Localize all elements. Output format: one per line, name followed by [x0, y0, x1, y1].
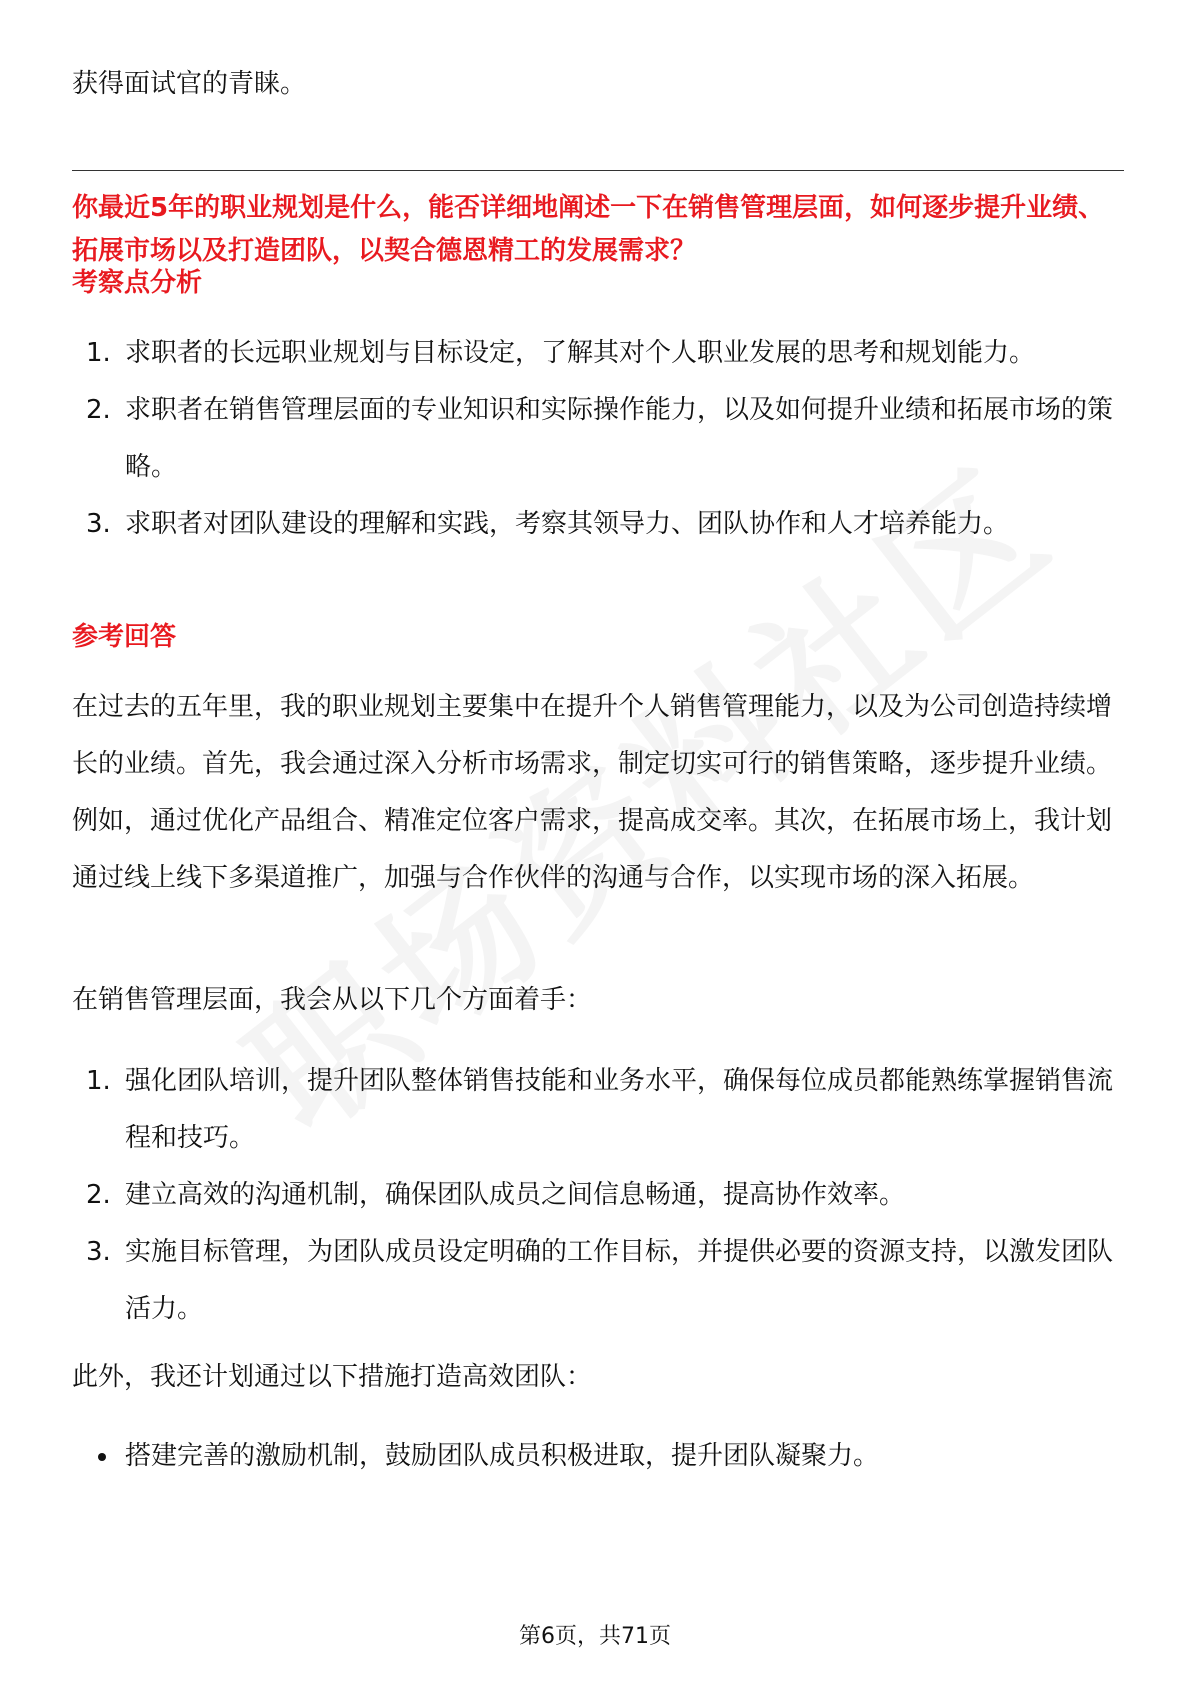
list-item [72, 496, 1122, 553]
analysis-heading: 考察点分析 [72, 268, 203, 298]
list-item [72, 1428, 1122, 1485]
list-item-text: 强化团队培训，提升团队整体销售技能和业务水平，确保每位成员都能熟练掌握销售流程和技巧。 [125, 1066, 1114, 1153]
answer-paragraph-2: 在销售管理层面，我会从以下几个方面着手： [72, 985, 593, 1015]
list-item-text: 实施目标管理，为团队成员设定明确的工作目标，并提供必要的资源支持，以激发团队活力。 [125, 1237, 1114, 1324]
list-item-number: 1. [86, 1066, 111, 1096]
list-item [72, 1167, 1122, 1224]
list-item-text: 搭建完善的激励机制，鼓励团队成员积极进取，提升团队凝聚力。 [125, 1441, 880, 1471]
list-item-number: 1. [86, 338, 111, 368]
list-item-text: 求职者对团队建设的理解和实践，考察其领导力、团队协作和人才培养能力。 [125, 509, 1010, 539]
answer-heading: 参考回答 [72, 622, 177, 652]
answer-paragraph-3: 此外，我还计划通过以下措施打造高效团队： [72, 1362, 593, 1392]
page-footer: 第6页，共71页 [519, 1624, 671, 1649]
list-item-number: 3. [86, 509, 111, 539]
list-item-number: 2. [86, 1180, 111, 1210]
team-bullet-list [72, 1428, 1122, 1485]
bullet-icon [98, 1453, 106, 1461]
intro-tail-paragraph: 获得面试官的青睐。 [72, 69, 307, 99]
list-item-text: 建立高效的沟通机制，确保团队成员之间信息畅通，提高协作效率。 [125, 1180, 906, 1210]
question-heading: 你最近5年的职业规划是什么，能否详细地阐述一下在销售管理层面，如何逐步提升业绩、拓展市场以及打造团队，以契合德恩精工的发展需求？ [72, 193, 1105, 266]
list-item [72, 325, 1122, 382]
list-item-text: 求职者的长远职业规划与目标设定，了解其对个人职业发展的思考和规划能力。 [125, 338, 1036, 368]
list-item-number: 2. [86, 395, 111, 425]
list-item [72, 1224, 1122, 1338]
section-divider [72, 170, 1124, 171]
answer-paragraph-1: 在过去的五年里，我的职业规划主要集中在提升个人销售管理能力，以及为公司创造持续增长的业绩。首先，我会通过深入分析市场需求，制定切实可行的销售策略，逐步提升业绩。例如，通过优化产品组合、精准定位客户需求，提高成交率。其次，在拓展市场上，我计划通过线上线下多渠道推广，加强与合作伙伴的沟通与合作，以实现市场的深入拓展。 [72, 692, 1113, 893]
list-item-number: 3. [86, 1237, 111, 1267]
analysis-list [72, 325, 1122, 553]
list-item [72, 382, 1122, 496]
management-list [72, 1053, 1122, 1338]
list-item-text: 求职者在销售管理层面的专业知识和实际操作能力，以及如何提升业绩和拓展市场的策略。 [125, 395, 1114, 482]
list-item [72, 1053, 1122, 1167]
